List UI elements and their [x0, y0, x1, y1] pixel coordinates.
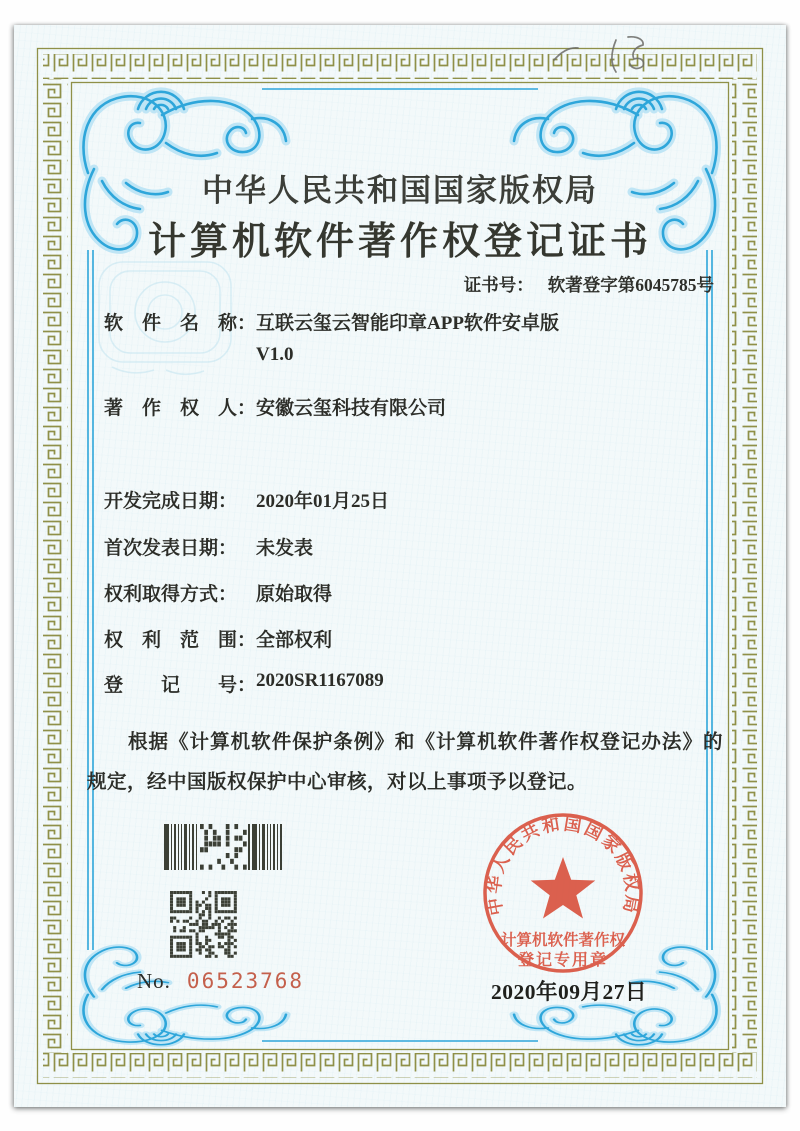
field-value: 2020年01月25日 [256, 491, 390, 512]
certificate-number-value: 软著登字第6045785号 [547, 275, 714, 295]
certificate-paper [14, 25, 786, 1107]
field-value: 原始取得 [256, 584, 333, 605]
field-value: 安徽云玺科技有限公司 [256, 398, 447, 419]
seal-ring-text: 中华人民共和国国家版权局 [483, 813, 643, 917]
field-row-registration-number [104, 670, 384, 697]
field-label: 开发完成日期： [104, 491, 238, 512]
field-label: 登 记 号： [104, 675, 257, 696]
field-label: 软 件 名 称： [104, 313, 257, 334]
field-row-software-name [104, 308, 559, 370]
field-row-acquisition-method [104, 579, 332, 606]
serial-prefix: No. [137, 969, 171, 993]
field-value: 2020SR1167089 [256, 670, 384, 691]
field-label: 首次发表日期： [104, 538, 238, 559]
qr-code [170, 891, 237, 958]
serial-number-line [137, 969, 304, 994]
field-value: 全部权利 [256, 630, 333, 651]
handwritten-mark [540, 26, 660, 78]
issue-date: 2020年09月27日 [491, 980, 648, 1004]
registration-statement: 根据《计算机软件保护条例》和《计算机软件著作权登记办法》的规定，经中国版权保护中心审核，对以上事项予以登记。 [87, 732, 723, 793]
software-name: 互联云玺云智能印章APP软件安卓版 [256, 313, 559, 334]
seal-line1: 计算机软件著作权 [500, 932, 626, 949]
barcode [164, 824, 282, 870]
certificate-title: 计算机软件著作权登记证书 [147, 221, 652, 263]
certificate-number [464, 272, 714, 297]
issuing-authority: 中华人民共和国国家版权局 [202, 173, 598, 208]
field-row-copyright-owner [104, 393, 446, 420]
seal-star-icon [531, 857, 596, 919]
official-seal [478, 811, 648, 981]
field-row-completion-date [104, 486, 389, 513]
software-version: V1.0 [256, 344, 294, 365]
field-row-first-publication [104, 533, 313, 560]
field-label: 著 作 权 人： [104, 398, 257, 419]
field-value: 未发表 [256, 538, 314, 559]
greek-key-border-bottom [43, 1053, 757, 1078]
corner-flourish-bottom-left [83, 947, 286, 1045]
field-row-rights-scope [104, 625, 332, 652]
field-value [256, 308, 559, 370]
certificate-number-label: 证书号： [463, 275, 534, 295]
field-label: 权 利 范 围： [104, 630, 257, 651]
seal-line2: 登记专用章 [517, 952, 609, 969]
field-label: 权利取得方式： [104, 584, 238, 605]
serial-number: 06523768 [186, 969, 305, 993]
